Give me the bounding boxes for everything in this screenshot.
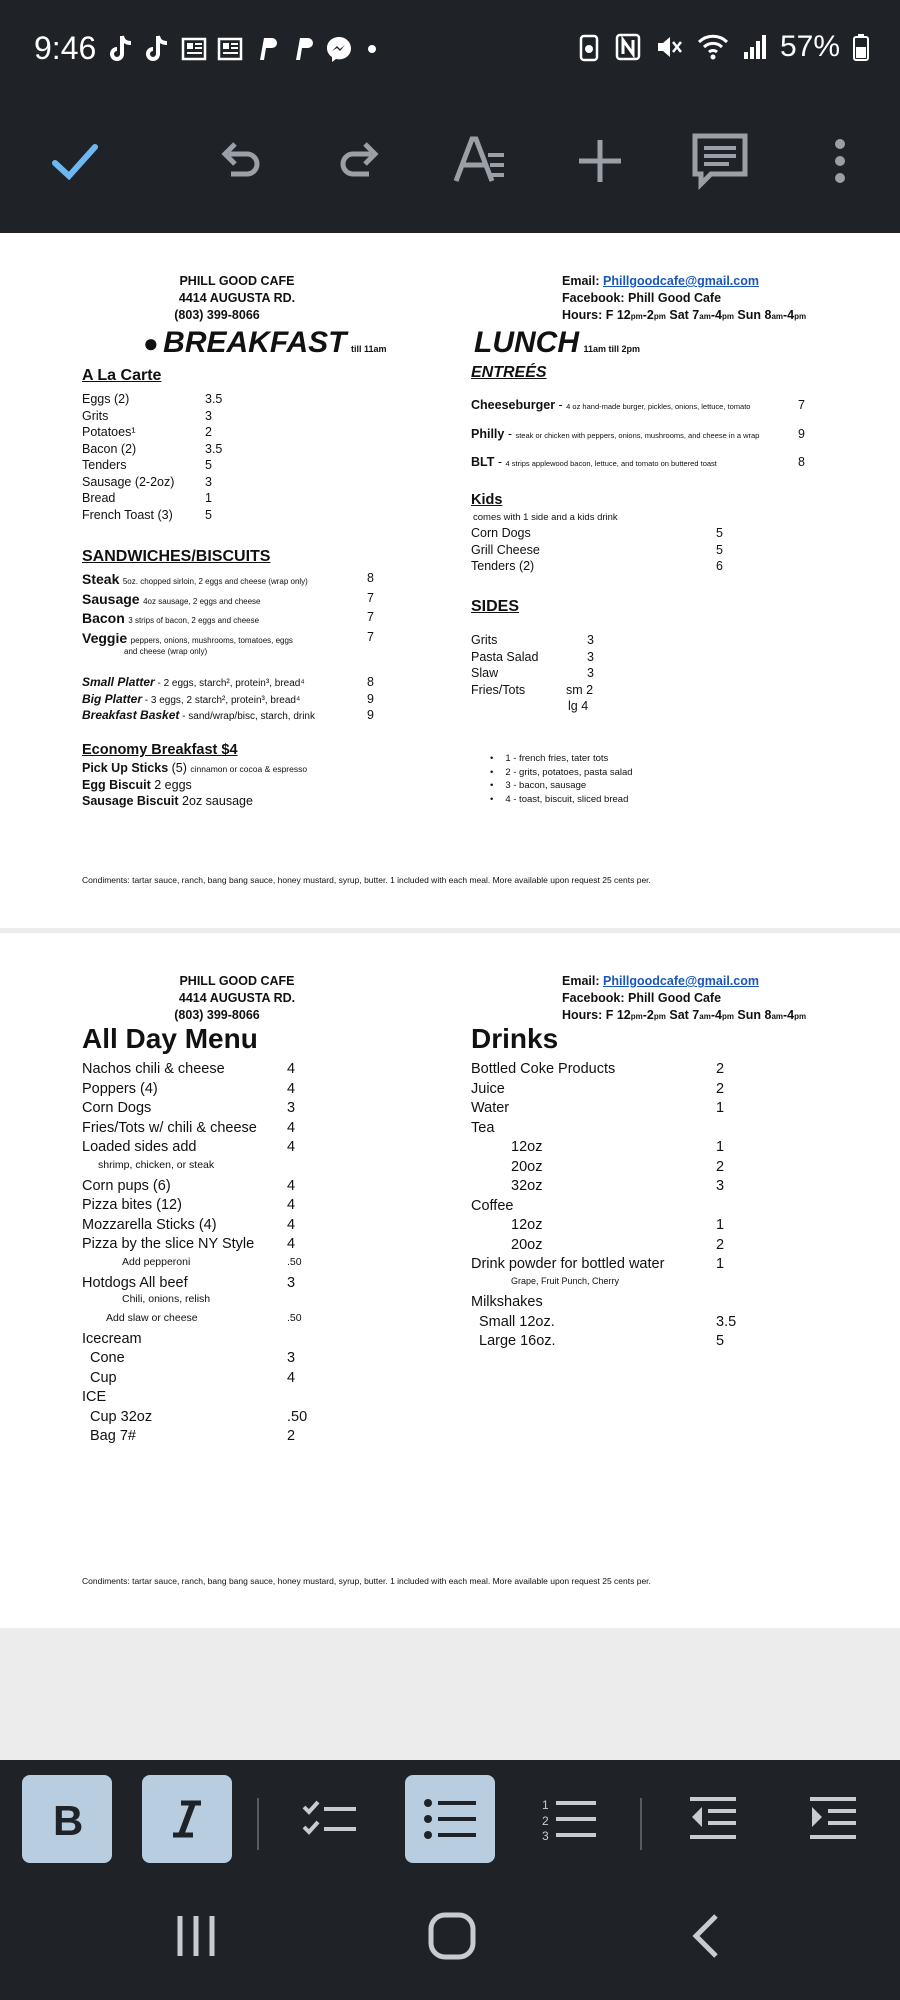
menu-item-name: Coffee bbox=[471, 1197, 514, 1214]
menu-item-name: 20oz bbox=[511, 1158, 543, 1175]
cafe-phone: (803) 399-8066 bbox=[174, 308, 260, 322]
menu-item-price: 5 bbox=[716, 542, 723, 557]
menu-item-name: Add pepperoni bbox=[122, 1255, 191, 1268]
menu-item-price: 8 bbox=[798, 455, 805, 469]
menu-item-name: Bacon (2) bbox=[82, 441, 137, 456]
comment-icon bbox=[691, 132, 749, 190]
menu-item-price: 4 bbox=[287, 1236, 296, 1252]
menu-item-price: 1 bbox=[716, 1217, 725, 1233]
menu-item-name: French Toast (3) bbox=[82, 507, 173, 522]
menu-item-name: shrimp, chicken, or steak bbox=[98, 1158, 215, 1171]
menu-item-name: Corn Dogs bbox=[471, 526, 531, 540]
menu-item-price: 7 bbox=[367, 590, 374, 605]
menu-item-name: Bacon 3 strips of bacon, 2 eggs and cheese bbox=[82, 610, 260, 626]
status-time: 9:46 bbox=[34, 30, 97, 66]
menu-item-price: 9 bbox=[367, 708, 374, 722]
menu-item-name: Sausage (2-2oz) bbox=[82, 474, 175, 489]
menu-item-name: Poppers (4) bbox=[82, 1080, 158, 1097]
condiments-note: Condiments: tartar sauce, ranch, bang bang sauce, honey mustard, syrup, butter. 1 included with each meal. More available upon request 25 cents per. bbox=[82, 875, 651, 885]
menu-item-price: 3 bbox=[287, 1350, 296, 1366]
tiktok-icon bbox=[108, 34, 136, 64]
menu-item-price: 3.5 bbox=[205, 441, 223, 456]
menu-item-name: Large 16oz. bbox=[479, 1333, 556, 1349]
menu-item-price: 1 bbox=[716, 1256, 725, 1272]
veggie-desc-2: and cheese (wrap only) bbox=[124, 647, 208, 656]
cafe-email: Email: Phillgoodcafe@gmail.com bbox=[562, 974, 759, 988]
menu-item-name: Philly - steak or chicken with peppers, onions, mushrooms, and cheese in a wrap bbox=[471, 426, 760, 441]
menu-item-name: Bottled Coke Products bbox=[471, 1061, 616, 1077]
menu-item-price: 3.5 bbox=[205, 392, 223, 406]
insert-plus-icon bbox=[575, 136, 625, 186]
outdent-button[interactable] bbox=[668, 1775, 758, 1863]
menu-item-name: Tea bbox=[471, 1119, 495, 1136]
text-format-button[interactable] bbox=[445, 126, 515, 196]
menu-item-name: Grits bbox=[471, 633, 498, 647]
menu-item-price: 4 bbox=[287, 1177, 296, 1194]
menu-item-price: 2 bbox=[287, 1428, 296, 1444]
menu-item-name: Pasta Salad bbox=[471, 649, 539, 664]
menu-item-name: Grape, Fruit Punch, Cherry bbox=[511, 1276, 620, 1286]
menu-item-price: 9 bbox=[798, 426, 805, 441]
messenger-icon bbox=[324, 34, 354, 64]
document-page-1[interactable] bbox=[0, 233, 900, 928]
email-link[interactable]: Phillgoodcafe@gmail.com bbox=[603, 274, 759, 288]
menu-item-price: sm 2 bbox=[566, 682, 594, 697]
alacarte-title: A La Carte bbox=[82, 367, 162, 384]
bullet-icon: • bbox=[490, 753, 494, 764]
home-icon bbox=[426, 1910, 478, 1962]
menu-item-price: 2 bbox=[716, 1158, 725, 1175]
numbered-list-button[interactable] bbox=[525, 1775, 615, 1863]
cafe-hours: Hours: F 12pm-2pm Sat 7am-4pm Sun 8am-4pm bbox=[562, 1008, 807, 1022]
footnote-item: • 3 - bacon, sausage bbox=[490, 780, 587, 791]
menu-item-name: Tenders bbox=[82, 458, 127, 472]
menu-item-name: 32oz bbox=[511, 1178, 543, 1194]
battery-percent: 57% bbox=[779, 30, 840, 63]
done-button[interactable] bbox=[40, 126, 110, 196]
menu-item-name: Slaw bbox=[471, 666, 499, 680]
menu-item-price: 9 bbox=[367, 691, 374, 706]
menu-item-name: Cup bbox=[90, 1369, 117, 1386]
menu-item-name: ICE bbox=[82, 1389, 107, 1405]
menu-item-name: Pizza by the slice NY Style bbox=[82, 1236, 255, 1252]
indent-button[interactable] bbox=[788, 1775, 878, 1863]
menu-item-price: 3 bbox=[587, 633, 594, 647]
bullet-icon: ● bbox=[143, 328, 159, 358]
menu-item-name: Fries/Tots bbox=[471, 682, 526, 697]
home-button[interactable] bbox=[426, 1910, 478, 1967]
format-bar bbox=[0, 1760, 900, 1880]
italic-icon bbox=[167, 1797, 207, 1841]
indent-icon bbox=[808, 1795, 858, 1843]
entrees-title: ENTREÉS bbox=[471, 364, 547, 381]
footnote-item: • 1 - french fries, tater tots bbox=[490, 753, 609, 764]
kids-title: Kids bbox=[471, 492, 503, 508]
undo-icon bbox=[215, 136, 265, 186]
cafe-address: 4414 AUGUSTA RD. bbox=[178, 991, 296, 1005]
system-nav-bar bbox=[0, 1880, 900, 2000]
menu-item-price: 7 bbox=[367, 610, 374, 624]
checklist-icon bbox=[302, 1797, 358, 1841]
menu-item-price: 8 bbox=[367, 571, 374, 585]
sandwiches-title: SANDWICHES/BISCUITS bbox=[82, 548, 271, 565]
cafe-name: PHILL GOOD CAFE bbox=[179, 274, 295, 288]
email-link[interactable]: Phillgoodcafe@gmail.com bbox=[603, 974, 759, 988]
cafe-name: PHILL GOOD CAFE bbox=[179, 974, 295, 988]
menu-item-name: Corn pups (6) bbox=[82, 1177, 171, 1194]
menu-item-price: 3.5 bbox=[716, 1313, 737, 1330]
bullet-icon: • bbox=[490, 766, 494, 778]
bold-button[interactable] bbox=[22, 1775, 112, 1863]
menu-item-name: Nachos chili & cheese bbox=[82, 1061, 225, 1077]
menu-item-price: 3 bbox=[287, 1100, 296, 1116]
bold-icon bbox=[47, 1797, 87, 1841]
drinks-title: Drinks bbox=[471, 1023, 559, 1054]
numbered-list-icon bbox=[542, 1797, 598, 1841]
cafe-email: Email: Phillgoodcafe@gmail.com bbox=[562, 274, 759, 288]
menu-item-price: 1 bbox=[205, 491, 212, 505]
menu-item-price: 7 bbox=[367, 629, 374, 644]
menu-item-name: Hotdogs All beef bbox=[82, 1274, 188, 1291]
svg-text:3: 3 bbox=[542, 1829, 549, 1841]
cafe-facebook: Facebook: Phill Good Cafe bbox=[562, 991, 722, 1005]
menu-item-name: Grill Cheese bbox=[471, 542, 540, 557]
menu-item-price: 5 bbox=[716, 1333, 725, 1349]
footnote-item: • 4 - toast, biscuit, sliced bread bbox=[490, 793, 629, 805]
menu-item-price: 3 bbox=[205, 408, 212, 423]
menu-item-price: 2 bbox=[716, 1080, 725, 1097]
menu-item-price: 3 bbox=[287, 1274, 296, 1291]
menu-item-name: 12oz bbox=[511, 1139, 543, 1155]
menu-item-name: Water bbox=[471, 1100, 510, 1116]
menu-item-name: Mozzarella Sticks (4) bbox=[82, 1216, 217, 1233]
editor-toolbar bbox=[0, 100, 900, 233]
more-options-button[interactable] bbox=[805, 126, 875, 196]
news-icon bbox=[216, 34, 244, 64]
menu-item-price: 4 bbox=[287, 1080, 296, 1097]
menu-item-price: 1 bbox=[716, 1100, 725, 1116]
allday-title: All Day Menu bbox=[82, 1023, 258, 1054]
back-button[interactable] bbox=[682, 1910, 734, 1967]
menu-item-name: Bread bbox=[82, 491, 116, 505]
undo-button[interactable] bbox=[205, 126, 275, 196]
done-check-icon bbox=[47, 133, 103, 189]
menu-item-name: 12oz bbox=[511, 1217, 543, 1233]
paypal-icon bbox=[252, 34, 280, 64]
menu-item-name: Cheeseburger - 4 oz hand-made burger, pickles, onions, lettuce, tomato bbox=[471, 398, 751, 412]
battery-saver-icon bbox=[576, 32, 602, 62]
menu-item-name: Potatoes¹ bbox=[82, 425, 136, 439]
format-divider bbox=[640, 1798, 642, 1850]
document-page-2[interactable] bbox=[0, 933, 900, 1628]
sides-title: SIDES bbox=[471, 598, 520, 615]
menu-item-name: Corn Dogs bbox=[82, 1100, 152, 1116]
signal-icon bbox=[742, 32, 768, 62]
menu-item-name: Veggie peppers, onions, mushrooms, tomatoes, eggs bbox=[82, 629, 293, 646]
cafe-hours: Hours: F 12pm-2pm Sat 7am-4pm Sun 8am-4pm bbox=[562, 308, 807, 322]
menu-item-name: Add slaw or cheese bbox=[106, 1311, 198, 1324]
menu-item-price: 5 bbox=[205, 458, 212, 472]
menu-item: Pick Up Sticks (5) cinnamon or cocoa & espresso bbox=[82, 761, 308, 775]
menu-item: Sausage Biscuit 2oz sausage bbox=[82, 794, 253, 808]
menu-item-price: 4 bbox=[287, 1369, 296, 1386]
menu-item-price: 2 bbox=[716, 1061, 725, 1077]
menu-item-name: Cup 32oz bbox=[90, 1408, 153, 1425]
menu-item-name: Tenders (2) bbox=[471, 559, 535, 573]
kids-note: comes with 1 side and a kids drink bbox=[473, 512, 618, 523]
menu-item-name: BLT - 4 strips applewood bacon, lettuce, and tomato on buttered toast bbox=[471, 455, 717, 469]
menu-item-price: 2 bbox=[716, 1236, 725, 1253]
text-format-icon bbox=[452, 133, 508, 189]
menu-item-price: 4 bbox=[287, 1119, 296, 1136]
menu-item-price: 4 bbox=[287, 1061, 296, 1077]
menu-item-price: 7 bbox=[798, 398, 805, 412]
breakfast-heading: ● BREAKFAST till 11am bbox=[143, 326, 387, 359]
menu-item-name: Eggs (2) bbox=[82, 392, 130, 406]
comment-button[interactable] bbox=[685, 126, 755, 196]
menu-item-price: 3 bbox=[587, 649, 594, 664]
menu-item-name: Icecream bbox=[82, 1330, 142, 1347]
back-icon bbox=[682, 1910, 734, 1962]
wifi-icon bbox=[696, 32, 730, 62]
menu-item-name: 20oz bbox=[511, 1236, 543, 1253]
nfc-icon bbox=[614, 32, 642, 62]
checklist-button[interactable] bbox=[285, 1775, 375, 1863]
bullet-icon: • bbox=[490, 793, 494, 805]
recents-icon bbox=[170, 1910, 222, 1962]
menu-item-price: .50 bbox=[287, 1408, 308, 1425]
menu-item-name: Milkshakes bbox=[471, 1294, 543, 1310]
menu-item-name: Small 12oz. bbox=[479, 1313, 555, 1330]
bulleted-list-icon bbox=[422, 1797, 478, 1841]
menu-item-price: 4 bbox=[287, 1139, 296, 1155]
menu-item-name: Big Platter - 3 eggs, 2 starch², protein³, bread⁴ bbox=[82, 691, 301, 706]
cafe-address: 4414 AUGUSTA RD. bbox=[178, 291, 296, 305]
redo-button[interactable] bbox=[325, 126, 395, 196]
svg-text:1: 1 bbox=[542, 1798, 549, 1812]
status-icons bbox=[576, 30, 870, 64]
menu-item-price: .50 bbox=[287, 1311, 302, 1324]
menu-item-price: 5 bbox=[716, 526, 723, 540]
recents-button[interactable] bbox=[170, 1910, 222, 1967]
mute-icon bbox=[654, 32, 684, 62]
menu-item-name: Pizza bites (12) bbox=[82, 1197, 182, 1213]
sides-lg: lg 4 bbox=[568, 699, 589, 713]
menu-item-price: 8 bbox=[367, 675, 374, 689]
dot-icon bbox=[362, 34, 382, 64]
menu-item-name: Grits bbox=[82, 408, 109, 423]
menu-item-price: 4 bbox=[287, 1197, 296, 1213]
condiments-note: Condiments: tartar sauce, ranch, bang bang sauce, honey mustard, syrup, butter. 1 included with each meal. More available upon request 25 cents per. bbox=[82, 1576, 651, 1586]
svg-text:2: 2 bbox=[542, 1814, 549, 1828]
menu-item: Egg Biscuit 2 eggs bbox=[82, 777, 192, 792]
more-vert-icon bbox=[830, 136, 850, 186]
menu-item-name: Juice bbox=[471, 1080, 505, 1097]
menu-item-name: Loaded sides add bbox=[82, 1139, 197, 1155]
news-icon bbox=[180, 34, 208, 64]
menu-item-name: Cone bbox=[90, 1350, 125, 1366]
notification-icons bbox=[108, 34, 382, 64]
menu-item-name: Fries/Tots w/ chili & cheese bbox=[82, 1119, 257, 1136]
insert-button[interactable] bbox=[565, 126, 635, 196]
menu-item-name: Sausage 4oz sausage, 2 eggs and cheese bbox=[82, 590, 261, 607]
menu-item-name: Breakfast Basket - sand/wrap/bisc, starch, drink bbox=[82, 708, 315, 722]
svg-text:B: B bbox=[53, 1797, 84, 1841]
tiktok-icon bbox=[144, 34, 172, 64]
outdent-icon bbox=[688, 1795, 738, 1843]
battery-icon bbox=[852, 32, 870, 62]
menu-item-price: 5 bbox=[205, 507, 212, 522]
menu-item-name: Steak 5oz. chopped sirloin, 2 eggs and cheese (wrap only) bbox=[82, 571, 308, 587]
menu-item-price: 2 bbox=[205, 425, 212, 439]
menu-item-price: 3 bbox=[205, 474, 212, 489]
bullet-icon: • bbox=[490, 780, 494, 791]
format-divider bbox=[257, 1798, 259, 1850]
menu-item-price: .50 bbox=[287, 1255, 302, 1268]
status-bar bbox=[0, 0, 900, 100]
menu-item-name: Bag 7# bbox=[90, 1428, 136, 1444]
menu-item-price: 4 bbox=[287, 1216, 296, 1233]
redo-icon bbox=[335, 136, 385, 186]
menu-item-name: Small Platter - 2 eggs, starch², protein³, bread⁴ bbox=[82, 675, 305, 689]
menu-item-price: 1 bbox=[716, 1139, 725, 1155]
lunch-heading: LUNCH 11am till 2pm bbox=[474, 326, 640, 359]
paypal-icon bbox=[288, 34, 316, 64]
menu-item-price: 3 bbox=[587, 666, 594, 680]
menu-item-name: Chili, onions, relish bbox=[122, 1292, 211, 1305]
cafe-facebook: Facebook: Phill Good Cafe bbox=[562, 291, 722, 305]
menu-item-name: Drink powder for bottled water bbox=[471, 1256, 665, 1272]
economy-title: Economy Breakfast $4 bbox=[82, 742, 238, 758]
bulleted-list-button[interactable] bbox=[405, 1775, 495, 1863]
cafe-phone: (803) 399-8066 bbox=[174, 1008, 260, 1022]
menu-item-price: 6 bbox=[716, 559, 723, 573]
italic-button[interactable] bbox=[142, 1775, 232, 1863]
footnote-item: • 2 - grits, potatoes, pasta salad bbox=[490, 766, 633, 778]
menu-item-price: 3 bbox=[716, 1178, 725, 1194]
